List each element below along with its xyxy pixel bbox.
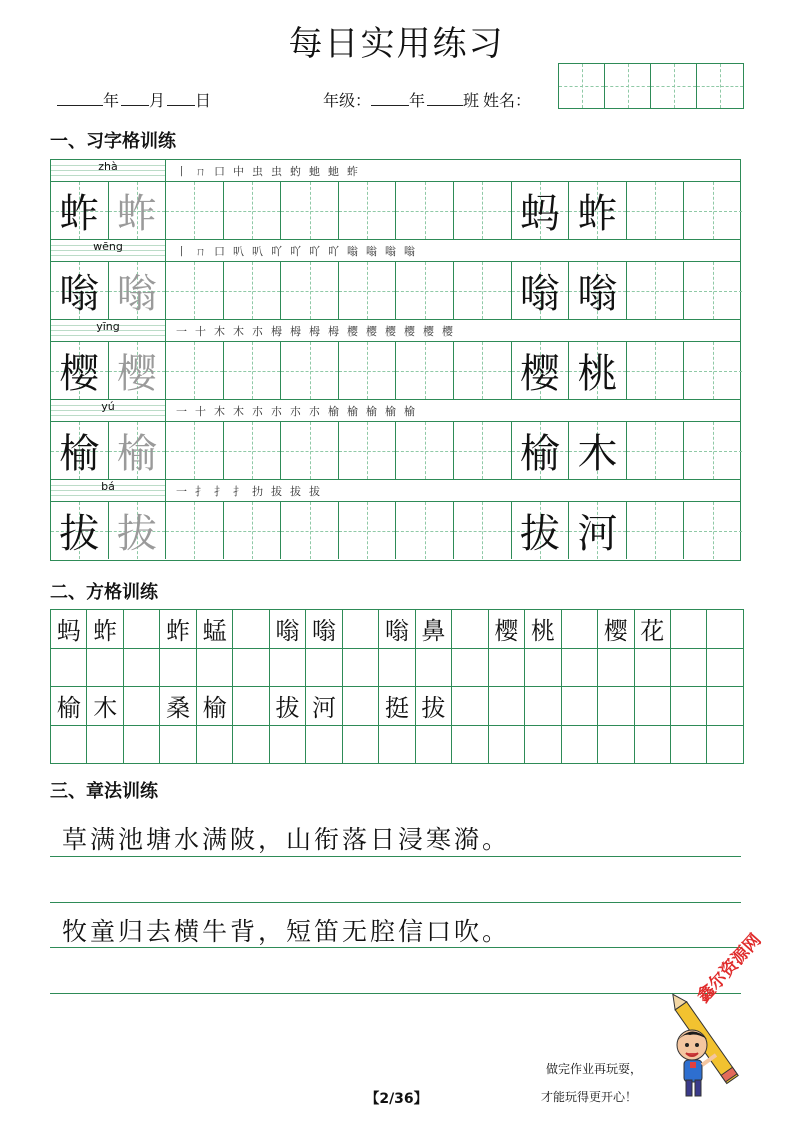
model-character: 桃 [577, 351, 618, 397]
stroke-step: 叭 [233, 244, 244, 258]
grade-line [323, 88, 531, 111]
square-cell[interactable]: 蚂 [51, 610, 87, 649]
year-blank[interactable] [57, 92, 103, 106]
practice-cell[interactable] [339, 342, 397, 399]
model-character: 榆 [519, 431, 560, 477]
page-title: 每日实用练习 [288, 24, 505, 64]
square-cell[interactable] [671, 610, 707, 649]
square-cell[interactable] [598, 687, 634, 726]
pinyin-cell [51, 320, 166, 341]
square-cell[interactable] [197, 649, 233, 688]
stroke-step: 榆 [404, 404, 415, 418]
month-blank[interactable] [121, 92, 149, 106]
name-cell[interactable] [697, 64, 743, 108]
trace-character: 樱 [116, 351, 157, 397]
stroke-step: 嗡 [366, 244, 377, 258]
practice-cell[interactable] [166, 182, 224, 239]
slogan-line-1: 做完作业再玩耍， [546, 1062, 643, 1076]
character-row [51, 182, 740, 240]
square-cell[interactable] [671, 649, 707, 688]
practice-cell[interactable] [684, 502, 742, 559]
practice-cell[interactable] [51, 422, 109, 479]
pinyin-row [51, 240, 740, 262]
page-number: 【2/36】 [365, 1091, 428, 1107]
stroke-step: 虳 [290, 164, 301, 178]
practice-cell[interactable] [684, 262, 742, 319]
stroke-step: 口 [214, 164, 225, 178]
model-character: 樱 [59, 351, 100, 397]
square-cell[interactable] [562, 726, 598, 765]
square-row [51, 649, 744, 688]
trace-character: 拔 [116, 511, 157, 557]
square-cell[interactable] [635, 649, 671, 688]
practice-cell[interactable] [339, 422, 397, 479]
square-cell[interactable] [707, 726, 743, 765]
square-cell[interactable] [124, 649, 160, 688]
stroke-step: 一 [176, 404, 187, 418]
square-cell[interactable] [489, 687, 525, 726]
model-character: 木 [577, 431, 618, 477]
stroke-step: 吖 [290, 244, 301, 258]
model-character: 蚱 [577, 191, 618, 237]
square-cell[interactable] [635, 687, 671, 726]
square-cell[interactable] [343, 726, 379, 765]
model-character: 嗡 [519, 271, 560, 317]
stroke-step: 一 [176, 324, 187, 338]
practice-cell[interactable] [224, 342, 282, 399]
square-cell[interactable]: 桑 [160, 687, 196, 726]
stroke-step: 十 [195, 324, 206, 338]
trace-character: 嗡 [116, 271, 157, 317]
square-cell[interactable] [525, 726, 561, 765]
square-grid [50, 609, 744, 764]
square-cell[interactable] [452, 610, 488, 649]
character-row [51, 422, 740, 480]
square-cell[interactable] [707, 610, 743, 649]
pinyin-text: yīng [96, 320, 120, 333]
square-cell[interactable] [160, 649, 196, 688]
square-cell[interactable]: 鼻 [416, 610, 452, 649]
square-cell[interactable] [671, 726, 707, 765]
stroke-step: 扌 [214, 484, 225, 498]
square-cell[interactable] [343, 649, 379, 688]
stroke-step: 樱 [366, 324, 377, 338]
practice-cell[interactable] [454, 342, 512, 399]
pinyin-row [51, 160, 740, 182]
practice-cell[interactable] [627, 422, 685, 479]
stroke-step: 木 [214, 324, 225, 338]
square-cell[interactable] [707, 649, 743, 688]
writing-line[interactable] [50, 902, 741, 903]
stroke-step: 叭 [252, 244, 263, 258]
square-cell[interactable]: 河 [306, 687, 342, 726]
square-cell[interactable] [598, 726, 634, 765]
month-label: 月 [149, 91, 166, 110]
square-cell[interactable] [124, 687, 160, 726]
practice-cell[interactable] [396, 502, 454, 559]
square-cell[interactable] [233, 687, 269, 726]
verse-line-1: 草满池塘水满陂，山衔落日浸寒漪。 [62, 825, 511, 854]
square-cell[interactable] [343, 610, 379, 649]
section-title-2: 二、方格训练 [50, 582, 158, 603]
stroke-order [166, 160, 740, 181]
model-character: 蚂 [519, 191, 560, 237]
square-cell[interactable] [562, 610, 598, 649]
pinyin-guide-line [51, 255, 165, 256]
grade-label: 年级： [323, 91, 372, 110]
practice-cell[interactable] [512, 262, 570, 319]
stroke-step: ㄇ [195, 244, 206, 258]
square-cell[interactable] [379, 726, 415, 765]
practice-cell[interactable] [109, 502, 167, 559]
writing-line[interactable] [50, 856, 741, 857]
watermark-logo: 鑫尔资源网 [693, 930, 766, 1007]
stroke-step: 樱 [347, 324, 358, 338]
stroke-order [166, 480, 740, 501]
stroke-order [166, 320, 740, 341]
practice-cell[interactable] [166, 422, 224, 479]
practice-cell[interactable] [109, 262, 167, 319]
practice-cell[interactable] [224, 182, 282, 239]
square-cell[interactable] [452, 726, 488, 765]
pinyin-cell [51, 400, 166, 421]
stroke-step: 樱 [404, 324, 415, 338]
practice-cell[interactable] [166, 502, 224, 559]
section-title-1: 一、习字格训练 [50, 131, 176, 152]
practice-cell[interactable] [454, 502, 512, 559]
practice-cell[interactable] [281, 342, 339, 399]
section-title-3: 三、章法训练 [50, 781, 158, 802]
square-cell[interactable] [562, 649, 598, 688]
pinyin-cell [51, 480, 166, 501]
character-row [51, 342, 740, 400]
practice-cell[interactable] [51, 182, 109, 239]
pinyin-text: bá [101, 480, 115, 493]
square-cell[interactable] [87, 726, 123, 765]
stroke-step: 栂 [271, 324, 282, 338]
square-cell[interactable] [306, 649, 342, 688]
trace-character: 榆 [116, 431, 157, 477]
character-practice-grid [50, 159, 741, 561]
square-cell[interactable] [707, 687, 743, 726]
practice-cell[interactable] [512, 422, 570, 479]
stroke-step: 拔 [309, 484, 320, 498]
practice-cell[interactable] [109, 182, 167, 239]
square-cell[interactable]: 樱 [489, 610, 525, 649]
practice-cell[interactable] [51, 342, 109, 399]
practice-cell[interactable] [281, 182, 339, 239]
square-cell[interactable]: 榆 [51, 687, 87, 726]
stroke-order [166, 240, 740, 261]
practice-cell[interactable] [512, 182, 570, 239]
square-cell[interactable]: 木 [87, 687, 123, 726]
slogan-line-2: 才能玩得更开心！ [541, 1090, 638, 1104]
name-cell[interactable] [605, 64, 651, 108]
square-cell[interactable]: 挺 [379, 687, 415, 726]
practice-cell[interactable] [569, 342, 627, 399]
day-label: 日 [195, 91, 212, 110]
square-cell[interactable] [124, 726, 160, 765]
stroke-step: 榆 [385, 404, 396, 418]
character-row [51, 262, 740, 320]
square-cell[interactable] [452, 649, 488, 688]
square-cell[interactable] [416, 726, 452, 765]
stroke-step: 蚱 [347, 164, 358, 178]
practice-cell[interactable] [166, 342, 224, 399]
practice-cell[interactable] [51, 502, 109, 559]
stroke-step: 朩 [309, 404, 320, 418]
name-cell[interactable] [651, 64, 697, 108]
square-cell[interactable]: 桃 [525, 610, 561, 649]
square-cell[interactable]: 蚱 [87, 610, 123, 649]
practice-cell[interactable] [684, 182, 742, 239]
pinyin-row [51, 320, 740, 342]
stroke-step: 丨 [176, 244, 187, 258]
practice-cell[interactable] [627, 342, 685, 399]
practice-cell[interactable] [281, 262, 339, 319]
practice-cell[interactable] [224, 422, 282, 479]
stroke-step: 拔 [290, 484, 301, 498]
model-character: 河 [577, 511, 618, 557]
square-cell[interactable]: 蜢 [197, 610, 233, 649]
practice-cell[interactable] [512, 502, 570, 559]
model-character: 嗡 [59, 271, 100, 317]
practice-cell[interactable] [684, 422, 742, 479]
trace-character: 蚱 [116, 191, 157, 237]
class-blank[interactable] [427, 92, 463, 106]
square-cell[interactable]: 嗡 [306, 610, 342, 649]
name-label: 姓名： [483, 91, 532, 110]
square-row [51, 610, 744, 649]
stroke-step: 一 [176, 484, 187, 498]
square-cell[interactable] [525, 649, 561, 688]
stroke-step: 嗡 [347, 244, 358, 258]
model-character: 榆 [59, 431, 100, 477]
square-cell[interactable] [635, 726, 671, 765]
practice-cell[interactable] [281, 422, 339, 479]
pinyin-guide-line [51, 415, 165, 416]
square-cell[interactable] [525, 687, 561, 726]
model-character: 拔 [59, 511, 100, 557]
practice-cell[interactable] [684, 342, 742, 399]
square-cell[interactable] [124, 610, 160, 649]
stroke-step: 吖 [309, 244, 320, 258]
stroke-step: 丨 [176, 164, 187, 178]
practice-cell[interactable] [396, 262, 454, 319]
practice-cell[interactable] [109, 342, 167, 399]
square-cell[interactable] [270, 726, 306, 765]
square-cell[interactable] [270, 649, 306, 688]
model-character: 樱 [519, 351, 560, 397]
pinyin-guide-line [51, 335, 165, 336]
square-cell[interactable] [233, 610, 269, 649]
square-cell[interactable] [452, 687, 488, 726]
stroke-step: 栂 [309, 324, 320, 338]
name-cell[interactable] [559, 64, 605, 108]
square-cell[interactable] [379, 649, 415, 688]
square-cell[interactable] [598, 649, 634, 688]
stroke-step: 朩 [252, 324, 263, 338]
pinyin-row [51, 400, 740, 422]
class-label: 班 [463, 91, 480, 110]
square-cell[interactable]: 榆 [197, 687, 233, 726]
stroke-step: 扌 [233, 484, 244, 498]
practice-cell[interactable] [339, 502, 397, 559]
writing-line[interactable] [50, 947, 741, 948]
stroke-step: 樱 [442, 324, 453, 338]
stroke-step: 榆 [366, 404, 377, 418]
stroke-step: 木 [214, 404, 225, 418]
model-character: 蚱 [59, 191, 100, 237]
square-cell[interactable] [416, 649, 452, 688]
practice-cell[interactable] [109, 422, 167, 479]
pinyin-text: yú [101, 400, 115, 413]
square-row [51, 726, 744, 765]
stroke-step: 吖 [271, 244, 282, 258]
stroke-step: 扐 [252, 484, 263, 498]
pinyin-guide-line [51, 175, 165, 176]
practice-cell[interactable] [339, 262, 397, 319]
square-cell[interactable] [671, 687, 707, 726]
square-cell[interactable]: 樱 [598, 610, 634, 649]
square-cell[interactable]: 花 [635, 610, 671, 649]
practice-cell[interactable] [569, 182, 627, 239]
practice-cell[interactable] [224, 502, 282, 559]
stroke-step: 樱 [385, 324, 396, 338]
grade-blank[interactable] [371, 92, 409, 106]
stroke-step: 木 [233, 324, 244, 338]
practice-cell[interactable] [569, 502, 627, 559]
square-cell[interactable]: 拔 [270, 687, 306, 726]
stroke-step: 嗡 [385, 244, 396, 258]
practice-cell[interactable] [454, 182, 512, 239]
practice-cell[interactable] [454, 422, 512, 479]
square-cell[interactable]: 拔 [416, 687, 452, 726]
stroke-step: ㄇ [195, 164, 206, 178]
square-cell[interactable] [160, 726, 196, 765]
pinyin-row [51, 480, 740, 502]
square-cell[interactable] [489, 726, 525, 765]
stroke-step: 榆 [347, 404, 358, 418]
stroke-step: 榆 [328, 404, 339, 418]
pinyin-text: zhà [98, 160, 118, 173]
stroke-step: 朩 [252, 404, 263, 418]
stroke-step: 朩 [290, 404, 301, 418]
square-cell[interactable] [51, 649, 87, 688]
square-cell[interactable] [233, 649, 269, 688]
square-cell[interactable] [489, 649, 525, 688]
practice-cell[interactable] [627, 262, 685, 319]
stroke-step: 嗡 [404, 244, 415, 258]
practice-cell[interactable] [396, 422, 454, 479]
stroke-step: 扌 [195, 484, 206, 498]
stroke-step: 朩 [271, 404, 282, 418]
square-cell[interactable] [343, 687, 379, 726]
model-character: 拔 [519, 511, 560, 557]
practice-cell[interactable] [569, 262, 627, 319]
practice-cell[interactable] [454, 262, 512, 319]
stroke-step: 虵 [328, 164, 339, 178]
stroke-step: 虵 [309, 164, 320, 178]
square-row [51, 687, 744, 726]
stroke-step: 木 [233, 404, 244, 418]
stroke-step: 栂 [290, 324, 301, 338]
pinyin-text: wēng [93, 240, 123, 253]
stroke-step: 拔 [271, 484, 282, 498]
square-cell[interactable]: 嗡 [270, 610, 306, 649]
stroke-step: 栂 [328, 324, 339, 338]
year-label: 年 [103, 91, 120, 110]
practice-cell[interactable] [281, 502, 339, 559]
character-row [51, 502, 740, 560]
verse-line-2: 牧童归去横牛背，短笛无腔信口吹。 [62, 917, 511, 946]
pinyin-cell [51, 240, 166, 261]
practice-cell[interactable] [569, 422, 627, 479]
writing-line[interactable] [50, 993, 741, 994]
practice-cell[interactable] [339, 182, 397, 239]
stroke-step: 樱 [423, 324, 434, 338]
practice-cell[interactable] [512, 342, 570, 399]
stroke-step: 口 [214, 244, 225, 258]
grade-year-label: 年 [409, 91, 426, 110]
stroke-step: 虫 [252, 164, 263, 178]
square-cell[interactable] [233, 726, 269, 765]
practice-cell[interactable] [627, 502, 685, 559]
practice-cell[interactable] [396, 182, 454, 239]
stroke-step: 吖 [328, 244, 339, 258]
stroke-step: 十 [195, 404, 206, 418]
practice-cell[interactable] [166, 262, 224, 319]
stroke-step: 虫 [271, 164, 282, 178]
model-character: 嗡 [577, 271, 618, 317]
square-cell[interactable] [562, 687, 598, 726]
square-cell[interactable] [197, 726, 233, 765]
name-grid[interactable] [558, 63, 744, 109]
pinyin-cell [51, 160, 166, 181]
practice-cell[interactable] [224, 262, 282, 319]
practice-cell[interactable] [627, 182, 685, 239]
practice-cell[interactable] [396, 342, 454, 399]
stroke-step: 中 [233, 164, 244, 178]
date-line [57, 88, 211, 111]
square-cell[interactable] [51, 726, 87, 765]
square-cell[interactable]: 嗡 [379, 610, 415, 649]
practice-cell[interactable] [51, 262, 109, 319]
square-cell[interactable] [87, 649, 123, 688]
square-cell[interactable]: 蚱 [160, 610, 196, 649]
square-cell[interactable] [306, 726, 342, 765]
pinyin-guide-line [51, 495, 165, 496]
stroke-order [166, 400, 740, 421]
day-blank[interactable] [167, 92, 195, 106]
